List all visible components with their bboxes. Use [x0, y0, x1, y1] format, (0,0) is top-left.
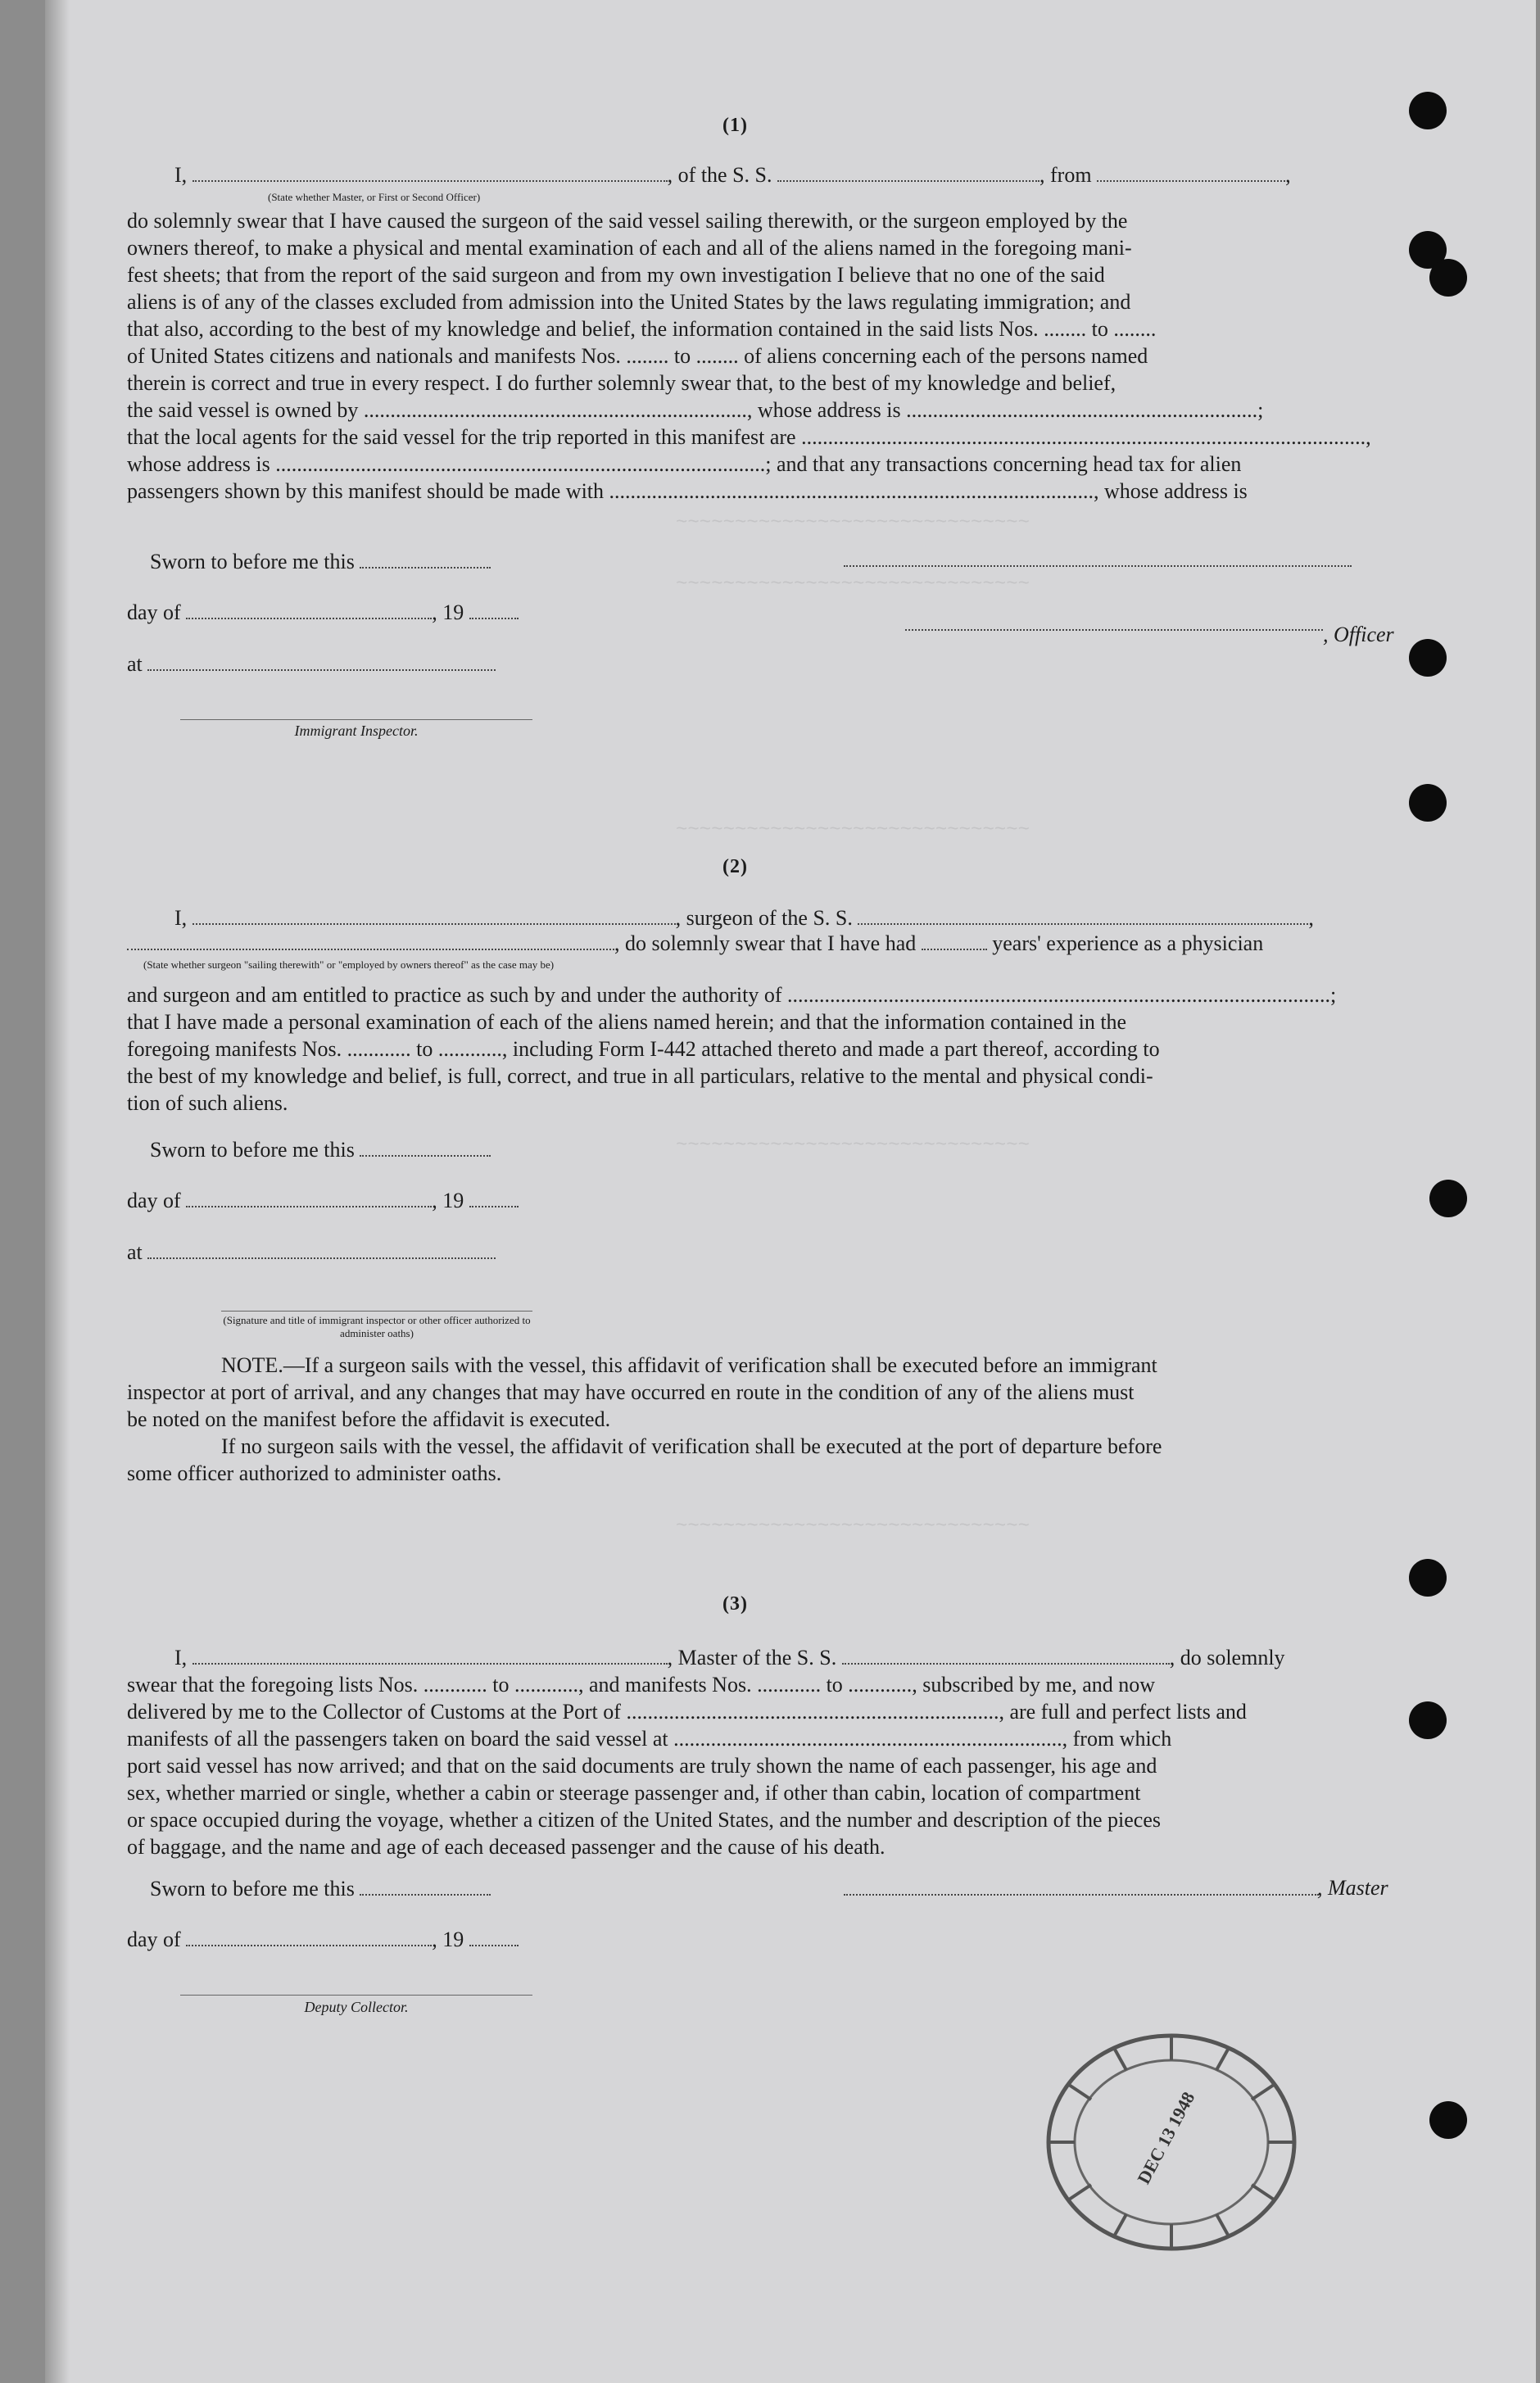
signature-note: (Signature and title of immigrant inspector or other officer authorized to administer oaths)	[223, 1314, 531, 1339]
punch-hole-icon	[1429, 1180, 1467, 1217]
solemnly-swear-label: , do solemnly swear that I have had	[614, 931, 917, 955]
i-label: I,	[174, 163, 188, 187]
bleed-through-text: ~~~~~~~~~~~~~~~~~~~~~~~~~~~~~~	[676, 1515, 1030, 1538]
master-name-field[interactable]	[192, 1645, 668, 1665]
surgeon-note: (State whether surgeon "sailing therewith" or "employed by owners thereof" as the case may be)	[143, 958, 555, 971]
i-label: I,	[174, 906, 188, 930]
sworn-label: Sworn to before me this	[150, 1138, 355, 1162]
para-line: the best of my knowledge and belief, is full, correct, and true in all particulars, relative to the mental and physical condi-	[127, 1064, 1153, 1088]
inspector-label: Immigrant Inspector.	[294, 723, 419, 739]
at-line	[127, 651, 496, 677]
note-line: If no surgeon sails with the vessel, the affidavit of verification shall be executed at the port of departure before	[221, 1434, 1162, 1458]
section-3-line-1	[174, 1645, 1285, 1671]
para-line: passengers shown by this manifest should be made with ..........................................................................................., whose address is	[127, 479, 1248, 503]
collector-label: Deputy Collector.	[304, 1999, 409, 2015]
master-signature-line[interactable]	[844, 1894, 1319, 1896]
year-label: , 19	[432, 1928, 464, 1951]
para-line: whose address is ............................................................................................; and that any transactions concerning head tax for alien	[127, 452, 1242, 476]
day-of-label: day of	[127, 1928, 181, 1951]
note-line: NOTE.—If a surgeon sails with the vessel, this affidavit of verification shall be executed before an immigrant	[221, 1353, 1157, 1377]
officer-name-field[interactable]	[192, 162, 668, 182]
master-vessel-field[interactable]	[842, 1645, 1170, 1665]
at-place-field[interactable]	[147, 1239, 496, 1259]
para-line: foregoing manifests Nos. ............ to ............, including Form I-442 attached thereto and made a part thereof, according to	[127, 1037, 1160, 1061]
note-line: inspector at port of arrival, and any changes that may have occurred en route in the condition of any of the aliens must	[127, 1380, 1135, 1404]
stamp-date: DEC 13 1948	[1133, 2088, 1199, 2188]
section-1-paragraph	[127, 207, 1401, 505]
vessel-name-field[interactable]	[777, 162, 1040, 182]
bleed-through-text: ~~~~~~~~~~~~~~~~~~~~~~~~~~~~~~	[676, 819, 1030, 841]
para-line: tion of such aliens.	[127, 1091, 288, 1115]
section-1-number: (1)	[722, 115, 748, 136]
para-line: swear that the foregoing lists Nos. ............ to ............, and manifests Nos. ............ to ............, subscribed by me, and now	[127, 1673, 1156, 1697]
punch-hole-icon	[1409, 639, 1447, 677]
para-line: owners thereof, to make a physical and mental examination of each and all of the aliens named in the foregoing mani-	[127, 236, 1132, 260]
punch-hole-icon	[1409, 92, 1447, 129]
punch-hole-icon	[1429, 259, 1467, 297]
do-solemnly-label: , do solemnly	[1169, 1646, 1285, 1669]
bleed-through-text: ~~~~~~~~~~~~~~~~~~~~~~~~~~~~~~	[676, 512, 1030, 534]
from-port-field[interactable]	[1097, 162, 1285, 182]
para-line: therein is correct and true in every respect. I do further solemnly swear that, to the best of my knowledge and belief,	[127, 371, 1116, 395]
years-label: years' experience as a physician	[992, 931, 1264, 955]
bleed-through-text: ~~~~~~~~~~~~~~~~~~~~~~~~~~~~~~	[676, 573, 1030, 596]
section-2-paragraph	[127, 981, 1401, 1117]
para-line: do solemnly swear that I have caused the surgeon of the said vessel sailing therewith, or the surgeon employed by the	[127, 209, 1128, 233]
section-1-line-1: I, , of the S. S. , from ,	[174, 163, 1291, 187]
from-label: , from	[1040, 163, 1092, 187]
para-line: port said vessel has now arrived; and that on the said documents are truly shown the name of each passenger, his age and	[127, 1754, 1157, 1778]
para-line: that also, according to the best of my knowledge and belief, the information contained in the said lists Nos. ........ to ........	[127, 317, 1157, 341]
master-label: , Master	[1317, 1876, 1388, 1900]
para-line: of United States citizens and nationals and manifests Nos. ........ to ........ of aliens concerning each of the persons named	[127, 344, 1148, 368]
sworn-date-field[interactable]	[360, 549, 491, 569]
section-2-line-1: I, , surgeon of the S. S. ,	[174, 906, 1314, 930]
para-line: or space occupied during the voyage, whether a citizen of the United States, and the number and description of the pieces	[127, 1808, 1162, 1832]
year-field[interactable]	[469, 1927, 519, 1946]
day-of-field[interactable]	[186, 1927, 432, 1946]
day-of-field[interactable]	[186, 1188, 432, 1207]
day-of-line	[127, 1927, 519, 1953]
page-edge-shadow	[45, 0, 70, 2383]
i-label: I,	[174, 1646, 188, 1669]
para-line: of baggage, and the name and age of each deceased passenger and the cause of his death.	[127, 1835, 886, 1859]
at-place-field[interactable]	[147, 651, 496, 671]
surgeon-of-ss-label: , surgeon of the S. S.	[675, 906, 853, 930]
year-field[interactable]	[469, 1188, 519, 1207]
officer-label: , Officer	[1323, 623, 1394, 646]
at-label: at	[127, 1240, 143, 1264]
master-note: (State whether Master, or First or Second Officer)	[268, 191, 481, 203]
at-label: at	[127, 652, 143, 676]
surgeon-name-field[interactable]	[192, 905, 676, 925]
sworn-line	[150, 1876, 491, 1902]
year-label: , 19	[432, 1189, 464, 1212]
inspector-signature-line[interactable]	[180, 719, 532, 720]
officer-signature-line[interactable]	[844, 565, 1352, 567]
sworn-label: Sworn to before me this	[150, 1877, 355, 1901]
day-of-label: day of	[127, 600, 181, 624]
surgeon-vessel-field[interactable]	[858, 905, 1308, 925]
punch-hole-icon	[1409, 1559, 1447, 1597]
day-of-line	[127, 1188, 519, 1214]
para-line: manifests of all the passengers taken on board the said vessel at ........................................................................., from which	[127, 1727, 1172, 1751]
note-line: be noted on the manifest before the affidavit is executed.	[127, 1407, 611, 1431]
manifest-affidavit-page	[45, 0, 1536, 2383]
at-line	[127, 1239, 496, 1266]
note-line: some officer authorized to administer oaths.	[127, 1461, 502, 1485]
arrival-date-stamp	[1040, 2027, 1302, 2257]
section-2-number: (2)	[722, 856, 748, 877]
para-line: delivered by me to the Collector of Customs at the Port of ......................................................................, are full and perfect lists and	[127, 1700, 1247, 1724]
years-experience-field[interactable]	[922, 931, 987, 950]
sworn-label: Sworn to before me this	[150, 550, 355, 573]
sworn-date-field[interactable]	[360, 1876, 491, 1896]
note-paragraph	[127, 1352, 1401, 1487]
punch-hole-icon	[1409, 784, 1447, 822]
section-3-number: (3)	[722, 1593, 748, 1615]
section-2-line-2	[127, 931, 1263, 957]
para-line: fest sheets; that from the report of the said surgeon and from my own investigation I believe that no one of the said	[127, 263, 1105, 287]
master-of-ss-label: , Master of the S. S.	[667, 1646, 837, 1669]
sworn-line	[150, 1137, 491, 1163]
inspector-signature-line[interactable]	[221, 1311, 532, 1312]
of-ss-label: , of the S. S.	[667, 163, 772, 187]
year-field[interactable]	[469, 600, 519, 619]
section-3-paragraph	[127, 1671, 1401, 1860]
day-of-line	[127, 600, 519, 626]
para-line: that I have made a personal examination of each of the aliens named herein; and that the information contained in the	[127, 1010, 1127, 1034]
punch-hole-icon	[1429, 2101, 1467, 2139]
year-label: , 19	[432, 600, 464, 624]
bleed-through-text: ~~~~~~~~~~~~~~~~~~~~~~~~~~~~~~	[676, 1135, 1030, 1157]
para-line: sex, whether married or single, whether a cabin or steerage passenger and, if other than cabin, location of compartment	[127, 1781, 1141, 1805]
punch-hole-icon	[1409, 1701, 1447, 1739]
officer-name-line[interactable]	[905, 629, 1323, 631]
day-of-label: day of	[127, 1189, 181, 1212]
para-line: and surgeon and am entitled to practice as such by and under the authority of ......................................................................................................;	[127, 983, 1337, 1007]
para-line: the said vessel is owned by ........................................................................, whose address is ..................................................................;	[127, 398, 1264, 422]
collector-signature-line[interactable]	[180, 1995, 532, 1996]
para-line: aliens is of any of the classes excluded from admission into the United States by the laws regulating immigration; and	[127, 290, 1131, 314]
sworn-date-field[interactable]	[360, 1137, 491, 1157]
para-line: that the local agents for the said vessel for the trip reported in this manifest are ..........................................................................................................,	[127, 425, 1371, 449]
day-of-field[interactable]	[186, 600, 432, 619]
sworn-line	[150, 549, 491, 575]
surgeon-capacity-field[interactable]	[127, 931, 614, 950]
